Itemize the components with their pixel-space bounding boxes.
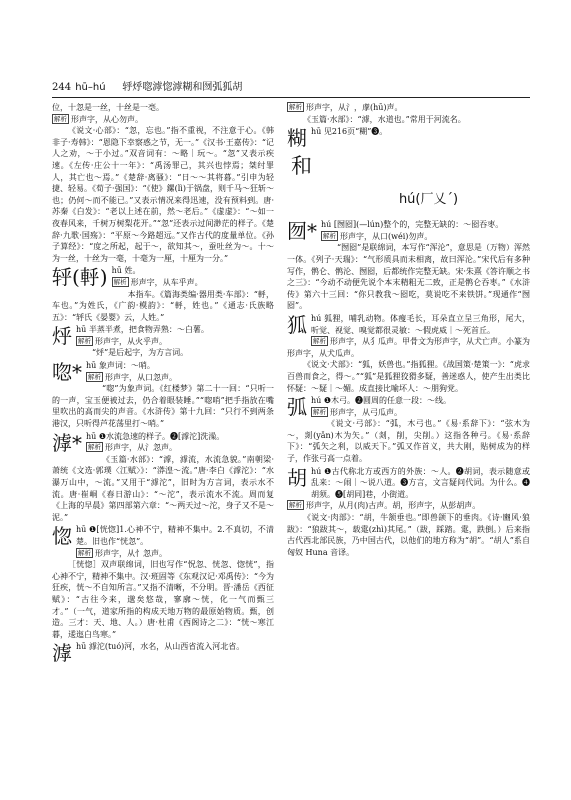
entry-text-content: 形声字，从犭瓜声。甲骨文为形声字，从犬亡声。小篆为形声字，从犬瓜声。 xyxy=(287,337,530,358)
entry-text xyxy=(52,289,274,324)
entry-text-content: hū 见216页“糊”❸。 xyxy=(311,127,388,137)
entry-text xyxy=(287,242,530,312)
entry-text xyxy=(52,324,274,336)
entry-headword: 轷(軤) xyxy=(52,265,108,290)
dictionary-entry xyxy=(52,641,274,665)
analysis-line xyxy=(287,336,530,359)
entry-text-content: hū 滹沱(tuó)河，水名，从山西省流入河北省。 xyxy=(76,642,245,652)
entry-headword: 惚 xyxy=(52,524,72,549)
header-title: 轷烀唿滹惚滹糊和囫弧狐胡 xyxy=(122,82,243,93)
entry-text-content: 形声字，从氵，虖(hū)声。 xyxy=(306,103,403,112)
entry-headword: 弧 xyxy=(287,395,307,420)
entry-text-content: 形声字，从口忽声。 xyxy=(105,372,177,382)
entry-text-content: 形声字，从火乎声。 xyxy=(95,336,167,346)
dictionary-entry xyxy=(287,219,530,312)
entry-text-content: hū 姓。 xyxy=(111,266,141,276)
pinyin-section-heading: hú(厂乂ˊ) xyxy=(398,192,459,208)
entry-headword: 和 xyxy=(291,154,312,179)
entry-text-content: 本指车。《篇海类编·器用类·车部》：“軤，车也。”为姓氏，《广韵·模韵》：“軤，姓也。”《通志·氏族略五》：“轷氏《晏婴》云，人姓。” xyxy=(52,289,274,322)
entry-headword: 烀 xyxy=(52,324,72,349)
dictionary-entry xyxy=(287,102,530,125)
entry-text xyxy=(287,114,530,126)
dictionary-entry xyxy=(52,102,274,264)
dictionary-entry xyxy=(52,431,274,524)
entry-text xyxy=(52,383,274,429)
entry-text-content: hú [囫囵](—lún)整个的，完整无缺的：～囵吞枣。 xyxy=(321,220,504,230)
right-column xyxy=(287,102,530,559)
analysis-tag: 解析 xyxy=(78,336,91,345)
header-rule xyxy=(52,97,530,98)
entry-headword: 滹 xyxy=(52,641,72,666)
analysis-line xyxy=(287,231,530,243)
dictionary-entry xyxy=(287,395,530,465)
entry-text xyxy=(287,219,530,231)
entry-text-content: hú ❶古代称北方或西方的外族：～人。❷胡词，表示随意或乱来：～闹｜～说八道。❸方言，文言疑问代词。为什么。❹胡须。❺[胡同]巷，小街道。 xyxy=(311,466,530,499)
entry-text xyxy=(287,359,530,394)
entry-text-content: hū 半蒸半煮，把食物弄熟：～白薯。 xyxy=(76,325,209,335)
analysis-tag: 解析 xyxy=(289,103,302,111)
entry-text-content: 《说文·肉部》：“胡，牛颔垂也。”即兽颌下的垂肉。《诗·豳风·狼跋》：“狼跋其～，载疐(zhì)其尾。”（跋，踩踏。疐，跌倒。）后来指古代西北部民族，乃中国古代，以他们的地方称为“胡”。“胡人”系自匈奴 Huna 音译。 xyxy=(287,513,530,557)
dictionary-entry xyxy=(287,126,530,150)
entry-text-content: 《说文·犬部》：“狐，妖兽也。”指狐狸。《战国策·楚策一》：“虎求百兽而食之，得～。”“狐”是狐狸狡猾多疑，善迷惑人，使产生出类比怀疑：～疑｜～媚。成直接比喻坏人：～朋狗党。 xyxy=(287,360,530,393)
analysis-tag: 解析 xyxy=(88,372,101,381)
entry-text-content: “囫囵”是联绵词，本写作“浑沦”，意思是（万物）浑然一体。《列子·天瑞》：“气形质具而未相离，故曰浑沦。”宋代后有多种写作，鹘仑、鹘沦、囫囵，后都统作完整无缺。宋·朱熹《答许顺之书之三》：“今动不动便先说个本末精粗无二致，正是鹘仑吞枣。”《水浒传》第六十三回：“你只教我～囵吃，莫说吃不来铁饼。”现通作“囫囵”。 xyxy=(287,243,530,311)
entry-text-content: 形声字，从月(肉)古声。胡，形声字，从彭胡声。 xyxy=(306,501,481,511)
header-pinyin-range: hū–hú xyxy=(75,82,106,93)
analysis-line xyxy=(52,114,274,126)
running-header xyxy=(52,80,530,96)
entry-text-content: 形声字，从口(wéi)勿声。 xyxy=(340,231,433,241)
entry-text-content: 《玉篇·水部》：“滹，水道也。”常用于河流名。 xyxy=(303,114,466,124)
dictionary-entry xyxy=(287,313,530,394)
entry-text xyxy=(287,512,530,558)
analysis-tag: 解析 xyxy=(289,501,302,510)
entry-text-content: 《玉篇·水部》：“滹，滹流，水流急貌。”南朝梁·萧统《文选·郭璞〈江赋〉》：“漭湟～流。”唐·李白《滹沱》：“水瀑万山中，～流。”又用于“滹沱”，旧时为方言词，表示水不流。唐·崔峒《春日游山》：“～沱”，表示流水不流。周而复《上海的早晨》第四部第六章：“～两天过～沱，身子又不是～泥。” xyxy=(52,454,274,522)
entry-text-content: 形声字，从弓瓜声。 xyxy=(330,407,402,417)
dictionary-entry xyxy=(52,324,274,359)
dictionary-entry xyxy=(52,265,274,323)
entry-headword: 狐 xyxy=(287,312,307,337)
entry-text-content: 《说文·心部》：“忽，忘也。”指不重视，不注意于心。《韩非子·寿韩》：“恩隐下幸察惑之节，无一。”《汉书·王嘉传》：“记人之劝，～于小过。”双音词有：～略｜玩～。“忽”又表示疾速。《左传·庄公十一年》：“禹汤罪己，其兴也悖焉；桀纣罪人，其亡也～焉。”《楚辞·离骚》：“日～～其将暮。”引申为轻捷、轻易。《荀子·强国》：“《使》鏍(lì)于锅盘，则千马～狂斩～也；仍何～而不能已。”又表示情况来得迅速，没有预料到。唐·苏秦《白发》：“老以上述在前，然～老后。”《虚虚》：“～如一夜春风来，千树万树梨花开。”“忽”还表示过间渺茫的样子。《楚辞·九歌·国殇》：“平原～今路超远。”又作古代的度量单位。《孙子算经》：“度之所起，起于～，欲知其～，蚕吐丝为～。十～为一丝，十丝为一毫，十毫为一厘，十厘为一分。” xyxy=(52,126,274,263)
analysis-tag: 解析 xyxy=(113,277,127,286)
entry-text xyxy=(287,395,530,407)
analysis-line xyxy=(52,336,274,348)
analysis-tag: 解析 xyxy=(88,443,101,452)
entry-text xyxy=(52,431,274,443)
analysis-line xyxy=(52,442,274,454)
entry-text-content: “烀”是后起字，为方言词。 xyxy=(92,348,189,358)
entry-text-content: ［恍惚］双声联绵词，旧也写作“怳忽、恍忽、惚恍”，指心神不宁，精神不集中。汉·班固等《东观汉记·邓禹传》：“今为狂疾，恍～不自知所言。”又指不清晰，不分明。晋·潘岳《西征赋》：“古往今来，邈矣悠哉，寥廓～恍，化一气而甄三才。”（一气，道家所指的构成天地万物的最原始物质。甄，创造。三才：天、地、人。）唐·杜甫《西阁诗之二》：“恍～寒江暮，逶迤白鸟寒。” xyxy=(52,560,274,639)
entry-headword: 滹* xyxy=(52,430,82,455)
analysis-tag: 解析 xyxy=(78,548,91,557)
analysis-tag: 解析 xyxy=(313,407,326,416)
entry-text xyxy=(52,102,274,114)
entry-text-content: 形声字，从心勿声。 xyxy=(71,114,143,124)
dictionary-entry xyxy=(287,151,530,183)
entry-text xyxy=(52,360,274,372)
entry-text-content: hú 狐狸，哺乳动物。体瘦毛长，耳朵直立呈三角形，尾大，听觉、视觉、嗅觉都很灵敏：～假虎威｜～死首丘。 xyxy=(311,313,530,335)
entry-text xyxy=(52,641,274,653)
analysis-line xyxy=(287,500,530,512)
entry-text xyxy=(52,125,274,264)
entry-text-content: hū ❶[恍惚]1.心神不宁，精神不集中。2.不真切，不清楚。旧也作“恍忽”。 xyxy=(76,525,274,546)
entry-text xyxy=(287,418,530,464)
analysis-line xyxy=(287,102,530,114)
dictionary-entry xyxy=(52,360,274,430)
entry-text xyxy=(52,524,274,547)
entry-text-content: 形声字，从车乎声。 xyxy=(130,277,203,287)
entry-headword: 糊 xyxy=(287,126,307,151)
analysis-tag: 解析 xyxy=(323,231,336,240)
entry-text-content: 形声字，从氵忽声。 xyxy=(105,443,177,453)
left-column xyxy=(52,102,274,666)
analysis-line xyxy=(287,407,530,419)
entry-text xyxy=(287,466,530,501)
analysis-line xyxy=(52,548,274,560)
dictionary-entry xyxy=(52,524,274,640)
entry-headword: 胡 xyxy=(287,465,307,490)
entry-headword: 囫* xyxy=(287,219,317,244)
entry-text-content: hú ❶木弓。❷圆周的任意一段：～线。 xyxy=(311,396,452,406)
entry-text xyxy=(52,559,274,640)
entry-text-content: 《说文·弓部》：“弧，木弓也。”《易·系辞下》：“弦木为～，剡(yǎn)木为矢。”（剡，削，尖削。）这指各种弓。《易·系辞下》：“弧矢之利，以威天下。”弧又作首义，共大刚，贴树成为的样子，作张弓高一点着。 xyxy=(287,419,530,464)
entry-text-content: 形声字，从忄忽声。 xyxy=(95,548,167,558)
entry-text-content: hū 象声词：～哨。 xyxy=(86,361,155,371)
analysis-tag: 解析 xyxy=(313,337,326,346)
entry-text-content: hū ❶水流急速的样子。❷[滹沱]洗澡。 xyxy=(86,431,225,441)
entry-text-content: 位，十忽是一丝，十丝是一亳。 xyxy=(52,103,164,112)
entry-text-content: “唿”为象声词。《红楼梦》第二十一回：“只听一的一声，宝玉便被过去，仍合着眼装睡。”“唿哨”把手指放在嘴里吹出的高而尖的声音。《水浒传》第十九回：“只行不到两条港汉，只听得芦花荡里打～哨。” xyxy=(52,384,274,429)
analysis-line xyxy=(52,372,274,384)
entry-headword: 唿* xyxy=(52,360,82,385)
entry-text xyxy=(287,126,530,138)
page-number: 244 xyxy=(52,82,72,93)
entry-text xyxy=(52,347,274,359)
analysis-tag: 解析 xyxy=(54,114,67,123)
entry-text xyxy=(287,313,530,336)
entry-text xyxy=(52,454,274,524)
dictionary-entry xyxy=(287,466,530,559)
